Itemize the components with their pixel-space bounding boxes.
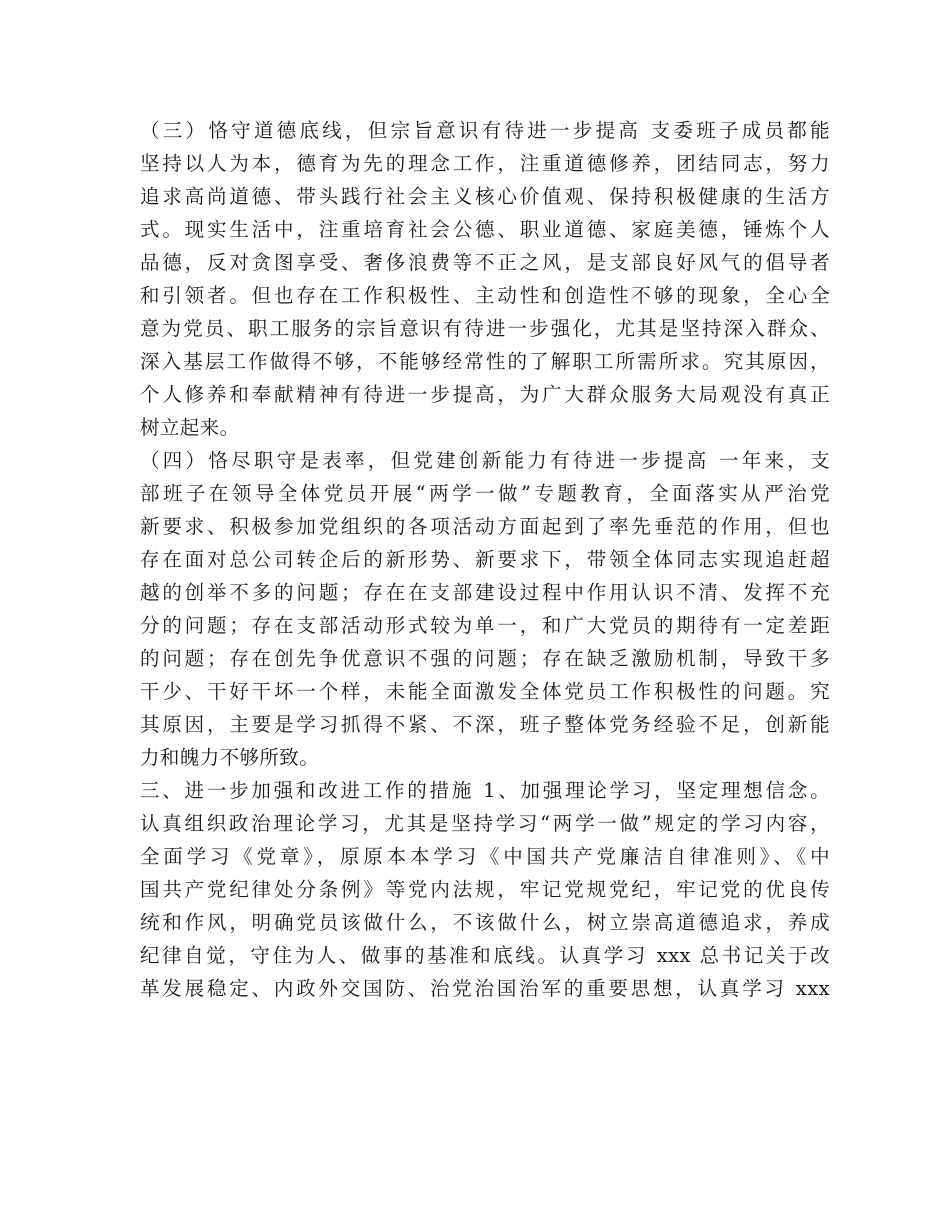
text-line: 树立起来。 bbox=[140, 416, 240, 439]
text-line: 干少、干好干坏一个样，未能全面激发全体党员工作积极性的问题。究 bbox=[140, 680, 830, 703]
text-line: 坚持以人为本，德育为先的理念工作，注重道德修养，团结同志，努力 bbox=[140, 152, 830, 175]
document-body bbox=[140, 114, 830, 1005]
text-line: 存在面对总公司转企后的新形势、新要求下，带领全体同志实现追赶超 bbox=[140, 548, 830, 571]
text-line: 国共产党纪律处分条例》等党内法规，牢记党规党纪，牢记党的优良传 bbox=[140, 878, 830, 901]
text-line: 和引领者。但也存在工作积极性、主动性和创造性不够的现象，全心全 bbox=[140, 284, 830, 307]
text-line: （三）恪守道德底线，但宗旨意识有待进一步提高 支委班子成员都能 bbox=[140, 119, 830, 142]
text-line: 力和魄力不够所致。 bbox=[140, 746, 320, 769]
text-line: 三、进一步加强和改进工作的措施 1、加强理论学习，坚定理想信念。 bbox=[140, 779, 830, 802]
text-line: 统和作风，明确党员该做什么，不该做什么，树立崇高道德追求，养成 bbox=[140, 911, 830, 934]
text-line: 品德，反对贪图享受、奢侈浪费等不正之风，是支部良好风气的倡导者 bbox=[140, 251, 830, 274]
text-line: 的问题；存在创先争优意识不强的问题；存在缺乏激励机制，导致干多 bbox=[140, 647, 830, 670]
text-line: 其原因，主要是学习抓得不紧、不深，班子整体党务经验不足，创新能 bbox=[140, 713, 830, 736]
text-line: 部班子在领导全体党员开展“两学一做”专题教育，全面落实从严治党 bbox=[140, 482, 830, 505]
text-line: 追求高尚道德、带头践行社会主义核心价值观、保持积极健康的生活方 bbox=[140, 185, 830, 208]
text-line: 全面学习《党章》，原原本本学习《中国共产党廉洁自律准则》、《中 bbox=[140, 845, 830, 868]
text-line: 认真组织政治理论学习，尤其是坚持学习“两学一做”规定的学习内容， bbox=[140, 812, 830, 835]
text-line: （四）恪尽职守是表率，但党建创新能力有待进一步提高 一年来，支 bbox=[140, 449, 830, 472]
text-line: 意为党员、职工服务的宗旨意识有待进一步强化，尤其是坚持深入群众、 bbox=[140, 317, 830, 340]
text-line: 越的创举不多的问题；存在在支部建设过程中作用认识不清、发挥不充 bbox=[140, 581, 830, 604]
text-line: 式。现实生活中，注重培育社会公德、职业道德、家庭美德，锤炼个人 bbox=[140, 218, 830, 241]
text-line: 纪律自觉，守住为人、做事的基准和底线。认真学习 xxx 总书记关于改 bbox=[140, 944, 830, 967]
text-line: 分的问题；存在支部活动形式较为单一，和广大党员的期待有一定差距 bbox=[140, 614, 830, 637]
text-line: 深入基层工作做得不够，不能够经常性的了解职工所需所求。究其原因， bbox=[140, 350, 830, 373]
text-line: 个人修养和奉献精神有待进一步提高，为广大群众服务大局观没有真正 bbox=[140, 383, 830, 406]
text-line: 革发展稳定、内政外交国防、治党治国治军的重要思想，认真学习 xxx bbox=[140, 977, 830, 1000]
text-line: 新要求、积极参加党组织的各项活动方面起到了率先垂范的作用，但也 bbox=[140, 515, 830, 538]
